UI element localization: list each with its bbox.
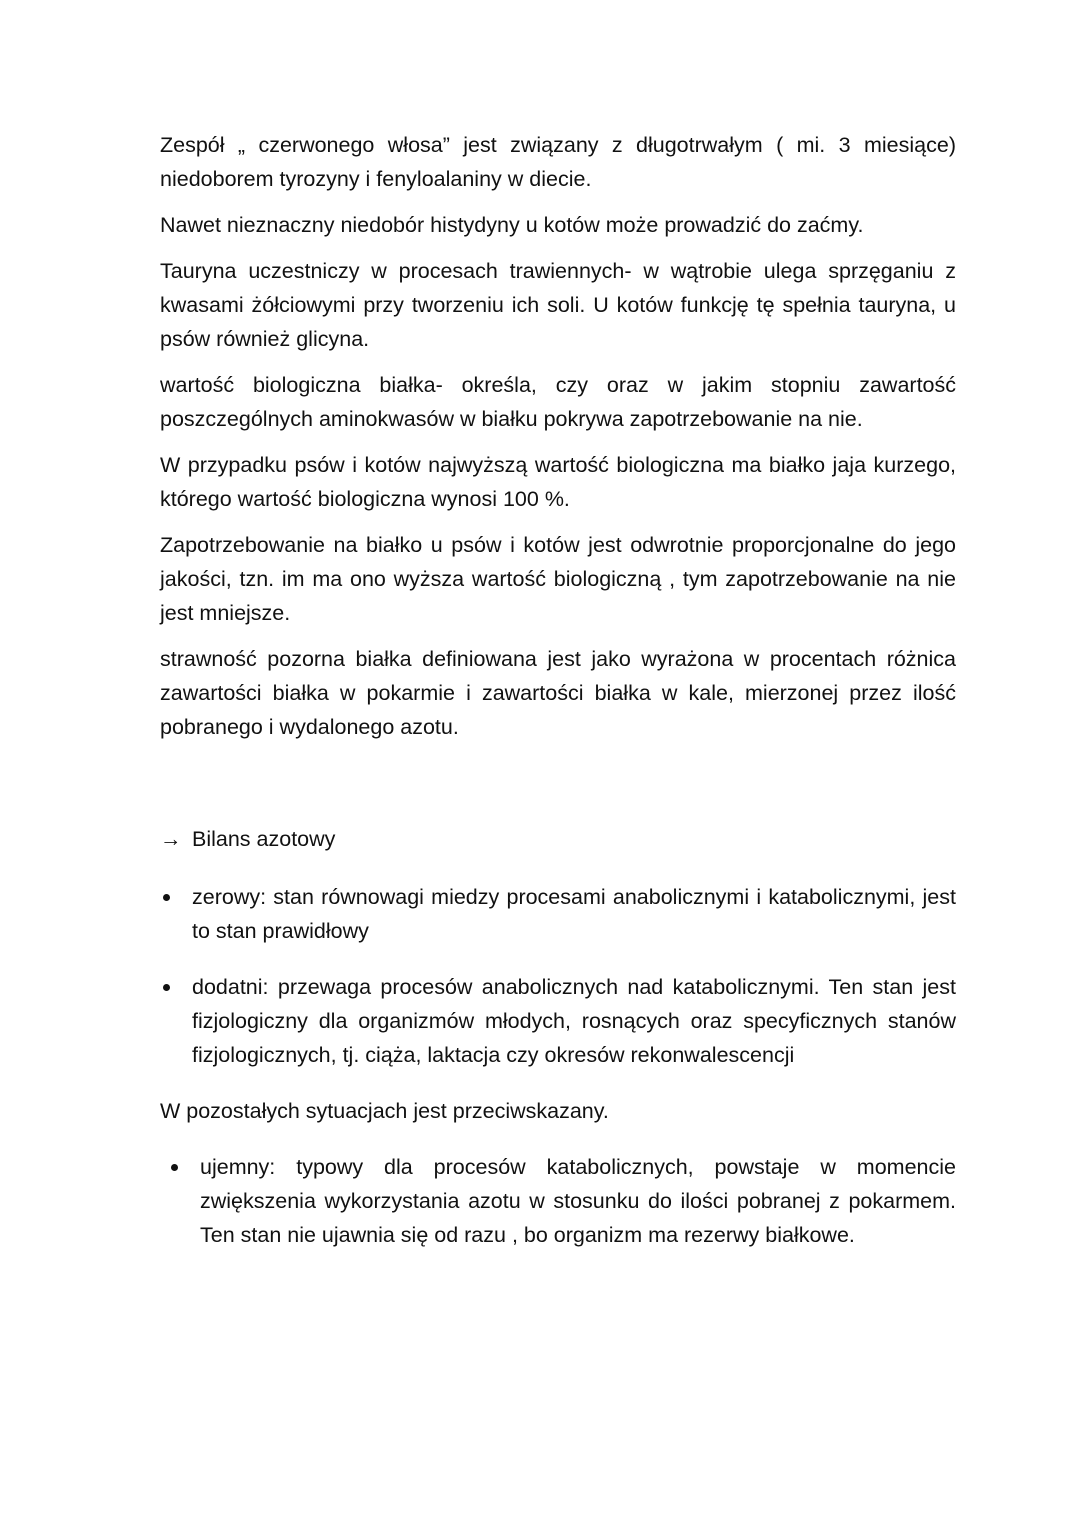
paragraph-protein-requirement: Zapotrzebowanie na białko u psów i kotów jest odwrotnie proporcjonalne do jego jakości, tzn. im ma ono wyższa wartość biologiczną , tym zapotrzebowanie na nie jest mniejsze. [160, 533, 956, 625]
list-item [168, 1150, 956, 1252]
list-item-text: dodatni: przewaga procesów anabolicznych nad katabolicznymi. Ten stan jest fizjologiczny dla organizmów młodych, rosnących oraz specyficznych stanów fizjologicznych, tj. ciąża, laktacja czy okresów rekonwalescencji [192, 975, 956, 1067]
document-body [160, 128, 956, 1274]
paragraph-histidine-cataract: Nawet nieznaczny niedobór histydyny u kotów może prowadzić do zaćmy. [160, 213, 864, 237]
list-item-text: zerowy: stan równowagi miedzy procesami anabolicznymi i katabolicznymi, jest to stan prawidłowy [192, 885, 956, 943]
paragraph-red-hair-syndrome: Zespół „ czerwonego włosa” jest związany z długotrwałym ( mi. 3 miesiące) niedoborem tyrozyny i fenyloalaniny w diecie. [160, 133, 956, 191]
paragraph-apparent-digestibility: strawność pozorna białka definiowana jest jako wyrażona w procentach różnica zawartości białka w pokarmie i zawartości białka w kale, mierzonej przez ilość pobranego i wydalonego azotu. [160, 647, 956, 739]
section-heading-nitrogen-balance [160, 822, 956, 856]
paragraph-taurine-digestion: Tauryna uczestniczy w procesach trawiennych- w wątrobie ulega sprzęganiu z kwasami żółciowymi przy tworzeniu ich soli. U kotów funkcję tę spełnia tauryna, u psów również glicyna. [160, 259, 956, 351]
section-heading-label: Bilans azotowy [192, 827, 336, 851]
list-item-text: ujemny: typowy dla procesów katabolicznych, powstaje w momencie zwiększenia wykorzystania azotu w stosunku do ilości pobranej z pokarmem. Ten stan nie ujawnia się od razu , bo organizm ma rezerwy białkowe. [200, 1155, 956, 1247]
paragraph-egg-protein-value: W przypadku psów i kotów najwyższą wartość biologiczna ma białko jaja kurzego, którego wartość biologiczna wynosi 100 %. [160, 453, 956, 511]
list-item [160, 970, 956, 1072]
nitrogen-balance-list-part-two [160, 1150, 956, 1252]
right-arrow-icon: → [160, 827, 182, 851]
list-item [160, 880, 956, 948]
nitrogen-balance-list-part-one [160, 880, 956, 1072]
section-spacer [160, 756, 956, 822]
paragraph-other-situations: W pozostałych sytuacjach jest przeciwskazany. [160, 1099, 609, 1123]
paragraph-biological-value-definition: wartość biologiczna białka- określa, czy oraz w jakim stopniu zawartość poszczególnych aminokwasów w białku pokrywa zapotrzebowanie na nie. [160, 373, 956, 431]
